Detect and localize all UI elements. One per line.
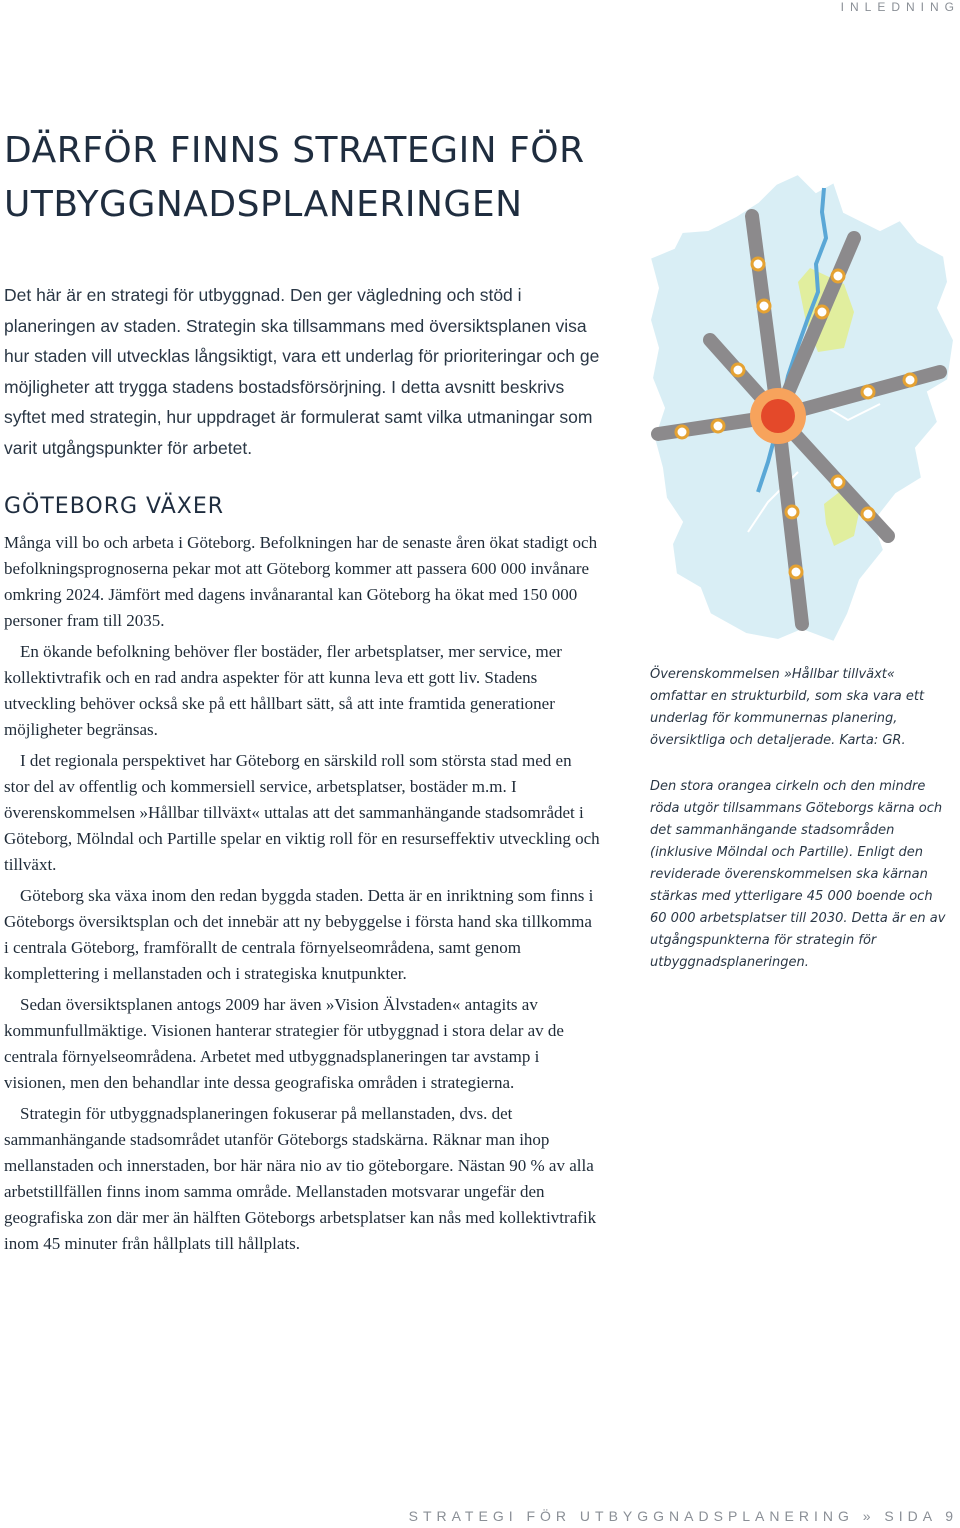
map-caption: Överenskommelsen »Hållbar tillväxt« omfattar en strukturbild, som ska vara ett underlag för kommunernas planering, översiktliga och detaljerade. Karta: GR. (650, 667, 925, 748)
node (832, 270, 844, 282)
map-description: Den stora orangea cirkeln och den mindre röda utgör tillsammans Göteborgs kärna och det sammanhängande stadsområden (inklusive Mölndal och Partille). Enligt den reviderade överenskommelsen ska kärnan stärkas med ytterligare 45 000 boende och 60 000 arbetsplatser till 2030. Detta är en av utgångspunkterna för strategin för utbyggnadsplaneringen. (650, 779, 946, 970)
node (832, 476, 844, 488)
node (790, 566, 802, 578)
body-paragraph: Många vill bo och arbeta i Göteborg. Befolkningen har de senaste åren ökat stadigt och befolkningsprognoserna pekar mot att Göteborg kommer att passera 600 000 invånare omkring 2024. Jämfört med dagens invånarantal kan Göteborg ha ökat med 150 000 personer fram till 2035. (4, 533, 598, 630)
node (816, 306, 828, 318)
node (904, 374, 916, 386)
page-title: DÄRFÖR FINNS STRATEGIN FÖR UTBYGGNADSPLANERINGEN (4, 130, 585, 225)
node (862, 386, 874, 398)
core-inner-circle (761, 399, 795, 433)
node (732, 364, 744, 376)
section-heading: GÖTEBORG VÄXER (4, 494, 225, 519)
body-paragraph: En ökande befolkning behöver fler bostäder, fler arbetsplatser, mer service, mer kollektivtrafik och en rad andra aspekter för att kunna leva ett gott liv. Stadens utveckling behöver också ske på ett hållbart sätt, så att inte framtida generationer möjligheter begränsas. (4, 642, 562, 739)
node (758, 300, 770, 312)
node (862, 508, 874, 520)
node (752, 258, 764, 270)
body-paragraph: Sedan översiktsplanen antogs 2009 har även »Vision Älvstaden« antagits av kommunfullmäktige. Visionen hanterar strategier för utbyggnad i stora delar av de centrala förnyelseområdena. Arbetet med utbyggnadsplaneringen tar avstamp i visionen, men den behandlar inte dessa geografiska områden i strategierna. (4, 995, 564, 1092)
footer-label: STRATEGI FÖR UTBYGGNADSPLANERING » SIDA 9 (408, 1508, 958, 1524)
body-text (4, 530, 600, 1262)
node (676, 426, 688, 438)
node (712, 420, 724, 432)
intro-paragraph: Det här är en strategi för utbyggnad. Den ger vägledning och stöd i planeringen av staden. Strategin ska tillsammans med översiktsplanen visa hur staden vill utvecklas långsiktigt, vara ett underlag för prioriteringar och ge möjligheter att trygga stadens bostadsförsörjning. I detta avsnitt beskrivs syftet med strategin, hur uppdraget är formulerat samt vilka utmaningar som varit utgångspunkter för arbetet. (4, 285, 600, 458)
node (786, 506, 798, 518)
section-label: INLEDNING (840, 0, 960, 14)
structure-map (648, 172, 960, 644)
body-paragraph: I det regionala perspektivet har Göteborg en särskild roll som största stad med en stor del av offentlig och kommersiell service, arbetsplatser, bostäder m.m. I överenskommelsen »Hållbar tillväxt« uttalas att det sammanhängande stadsområdet i Göteborg, Mölndal och Partille spelar en viktig roll för en resurseffektiv utveckling och tillväxt. (4, 751, 600, 874)
body-paragraph: Strategin för utbyggnadsplaneringen fokuserar på mellanstaden, dvs. det sammanhängande stadsområdet utanför Göteborgs stadskärna. Räknar man ihop mellanstaden och innerstaden, bor här nära nio av tio göteborgare. Nästan 90 % av alla arbetstillfällen finns inom samma område. Mellanstaden motsvarar ungefär den geografiska zon där mer än hälften Göteborgs arbetsplatser kan nås med kollektivtrafik inom 45 minuter från hållplats till hållplats. (4, 1104, 597, 1253)
body-paragraph: Göteborg ska växa inom den redan byggda staden. Detta är en inriktning som finns i Göteborgs översiktsplan och det innebär att ny bebyggelse i första hand ska tillkomma i centrala Göteborg, framförallt de centrala förnyelseområdena, samt genom komplettering i mellanstaden och i strategiska knutpunkter. (4, 886, 594, 983)
